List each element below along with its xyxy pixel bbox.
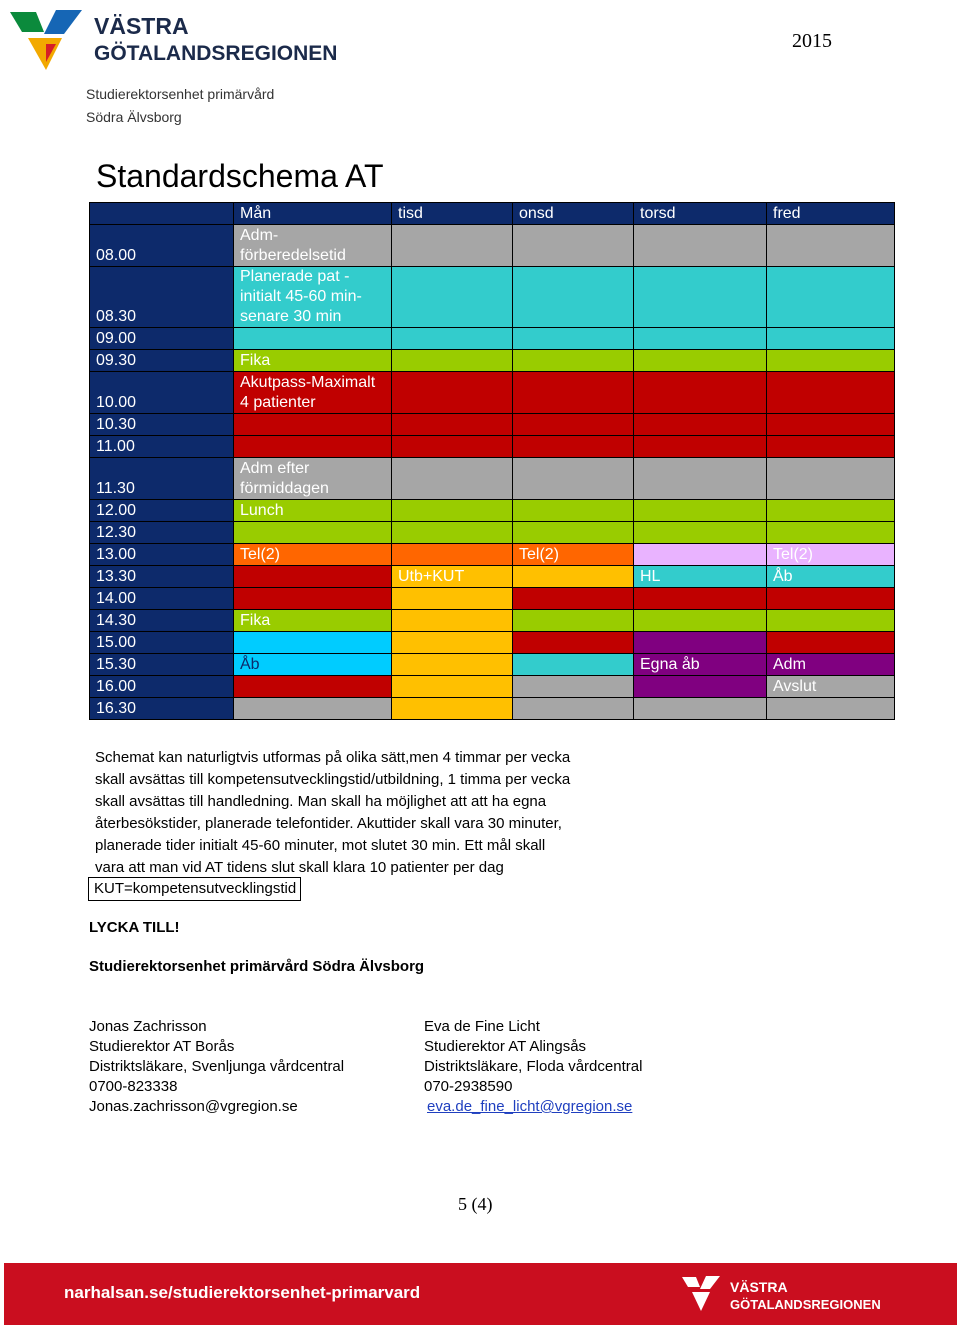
- logo-leaf-green: [10, 12, 44, 32]
- footer-vgr-logo: [680, 1271, 890, 1319]
- page-number: 5 (4): [458, 1194, 493, 1214]
- schedule-slot-cell: [392, 267, 513, 328]
- contact-title: Distriktsläkare, Floda vårdcentral: [424, 1058, 643, 1075]
- schedule-slot-cell: Planerade pat - initialt 45-60 min- senare 30 min: [234, 267, 392, 328]
- schedule-row: [90, 566, 895, 588]
- schedule-slot-cell: [513, 676, 634, 698]
- schedule-slot-cell: [767, 500, 895, 522]
- schedule-slot-cell: [392, 632, 513, 654]
- schedule-row: [90, 414, 895, 436]
- schedule-slot-cell: [234, 698, 392, 720]
- schedule-slot-cell: [634, 436, 767, 458]
- schedule-slot-cell: Åb: [767, 566, 895, 588]
- schedule-time-cell: 12.30: [90, 522, 234, 544]
- schedule-time-cell: 10.30: [90, 414, 234, 436]
- contact-role: Studierektor AT Borås: [89, 1038, 235, 1055]
- schedule-slot-cell: [513, 698, 634, 720]
- schedule-time-cell: 15.30: [90, 654, 234, 676]
- contact-name: Jonas Zachrisson: [89, 1018, 207, 1035]
- schedule-slot-cell: [392, 372, 513, 414]
- schedule-slot-cell: [513, 458, 634, 500]
- contact-card-borås: [89, 1017, 344, 1117]
- schedule-slot-cell: [767, 372, 895, 414]
- schedule-time-cell: 10.00: [90, 372, 234, 414]
- schedule-slot-cell: [634, 588, 767, 610]
- schedule-slot-cell: Fika: [234, 610, 392, 632]
- schedule-row: [90, 698, 895, 720]
- note-line: skall avsättas till handledning. Man skall ha möjlighet att att ha egna: [95, 793, 547, 810]
- schedule-slot-cell: [234, 676, 392, 698]
- schedule-slot-cell: [513, 632, 634, 654]
- schedule-row: [90, 436, 895, 458]
- schedule-slot-cell: Egna åb: [634, 654, 767, 676]
- contact-email: Jonas.zachrisson@vgregion.se: [89, 1098, 298, 1115]
- schedule-slot-cell: [392, 458, 513, 500]
- schedule-slot-cell: [767, 414, 895, 436]
- note-line: återbesökstider, planerade telefontider. Akuttider skall vara 30 minuter,: [95, 815, 562, 832]
- schedule-time-cell: 13.30: [90, 566, 234, 588]
- schedule-slot-cell: [234, 632, 392, 654]
- schedule-slot-cell: [392, 522, 513, 544]
- schedule-table: [89, 202, 895, 720]
- schedule-slot-cell: [234, 522, 392, 544]
- schedule-slot-cell: [767, 225, 895, 267]
- schedule-slot-cell: [392, 676, 513, 698]
- schedule-slot-cell: [513, 500, 634, 522]
- schedule-row: [90, 267, 895, 328]
- schedule-slot-cell: [234, 328, 392, 350]
- schedule-header-row: [90, 203, 895, 225]
- schedule-row: [90, 588, 895, 610]
- contact-email-link[interactable]: eva.de_fine_licht@vgregion.se: [427, 1098, 633, 1115]
- schedule-slot-cell: Tel(2): [767, 544, 895, 566]
- contact-phone: 070-2938590: [424, 1078, 513, 1095]
- schedule-slot-cell: [392, 588, 513, 610]
- schedule-slot-cell: [513, 436, 634, 458]
- schedule-time-cell: 13.00: [90, 544, 234, 566]
- schedule-slot-cell: [234, 588, 392, 610]
- schedule-slot-cell: [634, 500, 767, 522]
- schedule-slot-cell: [513, 654, 634, 676]
- schedule-time-cell: 16.30: [90, 698, 234, 720]
- closing-greeting: LYCKA TILL!: [89, 919, 180, 936]
- schedule-row: [90, 654, 895, 676]
- schedule-slot-cell: [767, 698, 895, 720]
- schedule-slot-cell: [234, 566, 392, 588]
- logo-text-2: GÖTALANDSREGIONEN: [94, 42, 338, 65]
- schedule-slot-cell: [767, 522, 895, 544]
- schedule-slot-cell: [634, 267, 767, 328]
- schedule-slot-cell: [392, 414, 513, 436]
- schedule-slot-cell: [392, 436, 513, 458]
- page-title: Standardschema AT: [96, 158, 384, 194]
- document-year: 2015: [792, 30, 832, 52]
- schedule-slot-cell: [513, 267, 634, 328]
- schedule-time-cell: 08.30: [90, 267, 234, 328]
- contact-phone: 0700-823338: [89, 1078, 178, 1095]
- schedule-slot-cell: [634, 328, 767, 350]
- schedule-slot-cell: Åb: [234, 654, 392, 676]
- schedule-slot-cell: [767, 328, 895, 350]
- schedule-slot-cell: [634, 458, 767, 500]
- contact-card-alingsås: [424, 1017, 642, 1117]
- schedule-slot-cell: [513, 414, 634, 436]
- schedule-day-header: torsd: [634, 203, 767, 225]
- schedule-slot-cell: [634, 544, 767, 566]
- schedule-slot-cell: [392, 544, 513, 566]
- schedule-slot-cell: Tel(2): [234, 544, 392, 566]
- schedule-time-cell: 11.30: [90, 458, 234, 500]
- schedule-row: [90, 458, 895, 500]
- schedule-slot-cell: [392, 500, 513, 522]
- org-line-2: Södra Älvsborg: [86, 109, 182, 125]
- schedule-row: [90, 372, 895, 414]
- schedule-slot-cell: [634, 414, 767, 436]
- schedule-slot-cell: [634, 698, 767, 720]
- schedule-slot-cell: [513, 328, 634, 350]
- schedule-day-header: onsd: [513, 203, 634, 225]
- schedule-slot-cell: Avslut: [767, 676, 895, 698]
- schedule-slot-cell: [767, 588, 895, 610]
- schedule-slot-cell: [513, 522, 634, 544]
- schedule-slot-cell: [634, 372, 767, 414]
- schedule-slot-cell: [634, 350, 767, 372]
- schedule-row: [90, 676, 895, 698]
- note-line: Schemat kan naturligtvis utformas på olika sätt,men 4 timmar per vecka: [95, 749, 571, 766]
- schedule-slot-cell: [634, 676, 767, 698]
- schedule-time-cell: 09.00: [90, 328, 234, 350]
- note-line: planerade tider initialt 45-60 minuter, mot slutet 30 min. Ett mål skall: [95, 837, 546, 854]
- schedule-day-header: fred: [767, 203, 895, 225]
- kut-definition-box: KUT=kompetensutvecklingstid: [88, 877, 301, 901]
- schedule-slot-cell: Tel(2): [513, 544, 634, 566]
- schedule-slot-cell: [392, 225, 513, 267]
- schedule-slot-cell: [634, 632, 767, 654]
- schedule-row: [90, 350, 895, 372]
- schedule-time-cell: 12.00: [90, 500, 234, 522]
- schedule-slot-cell: [513, 225, 634, 267]
- logo-leaf-yellow: [28, 38, 62, 70]
- schedule-slot-cell: Adm: [767, 654, 895, 676]
- schedule-slot-cell: [513, 350, 634, 372]
- org-line-1: Studierektorsenhet primärvård: [86, 86, 275, 102]
- schedule-slot-cell: Fika: [234, 350, 392, 372]
- schedule-row: [90, 328, 895, 350]
- unit-name: Studierektorsenhet primärvård Södra Älvsborg: [89, 958, 425, 975]
- schedule-slot-cell: [634, 225, 767, 267]
- vgr-logo: [6, 4, 346, 76]
- schedule-day-header: Mån: [234, 203, 392, 225]
- schedule-row: [90, 544, 895, 566]
- schedule-slot-cell: Utb+KUT: [392, 566, 513, 588]
- schedule-notes: [95, 747, 655, 879]
- schedule-row: [90, 610, 895, 632]
- footer-banner: [4, 1263, 957, 1325]
- schedule-slot-cell: [634, 610, 767, 632]
- schedule-slot-cell: [513, 588, 634, 610]
- schedule-time-cell: 14.30: [90, 610, 234, 632]
- schedule-row: [90, 632, 895, 654]
- schedule-slot-cell: [392, 698, 513, 720]
- schedule-slot-cell: Lunch: [234, 500, 392, 522]
- schedule-slot-cell: [767, 458, 895, 500]
- schedule-slot-cell: [392, 350, 513, 372]
- schedule-time-cell: 14.00: [90, 588, 234, 610]
- schedule-row: [90, 522, 895, 544]
- schedule-slot-cell: [513, 610, 634, 632]
- logo-text-1: VÄSTRA: [94, 13, 189, 39]
- schedule-slot-cell: [392, 328, 513, 350]
- schedule-slot-cell: [634, 522, 767, 544]
- schedule-time-cell: 08.00: [90, 225, 234, 267]
- schedule-slot-cell: [767, 350, 895, 372]
- note-line: skall avsättas till kompetensutvecklingstid/utbildning, 1 timma per vecka: [95, 771, 571, 788]
- note-line: vara att man vid AT tidens slut skall klara 10 patienter per dag: [95, 859, 504, 876]
- schedule-day-header: tisd: [392, 203, 513, 225]
- schedule-corner-cell: [90, 203, 234, 225]
- schedule-slot-cell: Akutpass-Maximalt 4 patienter: [234, 372, 392, 414]
- schedule-slot-cell: [392, 654, 513, 676]
- contact-name: Eva de Fine Licht: [424, 1018, 540, 1035]
- schedule-time-cell: 16.00: [90, 676, 234, 698]
- contact-title: Distriktsläkare, Svenljunga vårdcentral: [89, 1058, 345, 1075]
- schedule-slot-cell: [392, 610, 513, 632]
- schedule-slot-cell: [767, 610, 895, 632]
- schedule-slot-cell: [767, 436, 895, 458]
- schedule-slot-cell: [767, 632, 895, 654]
- schedule-slot-cell: [513, 566, 634, 588]
- schedule-slot-cell: Adm efter förmiddagen: [234, 458, 392, 500]
- footer-logo-text-1: VÄSTRA: [730, 1279, 788, 1295]
- schedule-slot-cell: [234, 436, 392, 458]
- schedule-slot-cell: [767, 267, 895, 328]
- schedule-row: [90, 500, 895, 522]
- footer-url[interactable]: narhalsan.se/studierektorsenhet-primarvard: [64, 1283, 421, 1302]
- contact-role: Studierektor AT Alingsås: [424, 1038, 587, 1055]
- schedule-slot-cell: [234, 414, 392, 436]
- footer-logo-text-2: GÖTALANDSREGIONEN: [730, 1297, 881, 1312]
- logo-leaf-blue: [44, 10, 82, 34]
- schedule-slot-cell: HL: [634, 566, 767, 588]
- schedule-time-cell: 15.00: [90, 632, 234, 654]
- schedule-row: [90, 225, 895, 267]
- schedule-time-cell: 11.00: [90, 436, 234, 458]
- schedule-slot-cell: [513, 372, 634, 414]
- schedule-time-cell: 09.30: [90, 350, 234, 372]
- schedule-slot-cell: Adm- förberedelsetid: [234, 225, 392, 267]
